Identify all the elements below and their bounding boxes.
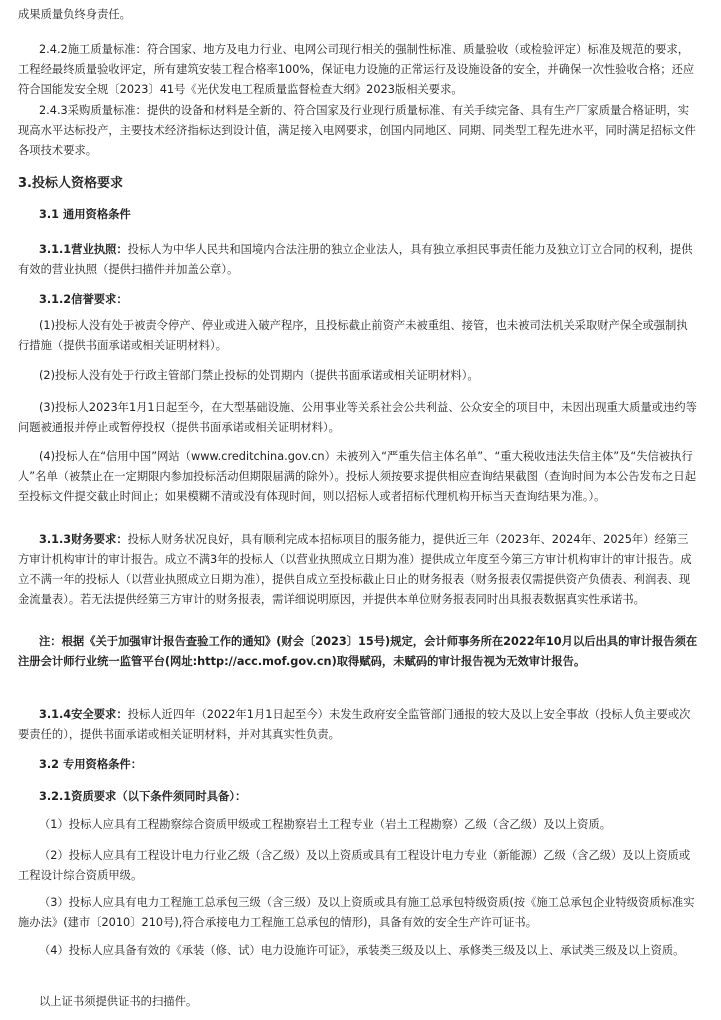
label-business-license: 3.1.1营业执照： <box>39 243 128 256</box>
paragraph-financial: 3.1.3财务要求：投标人财务状况良好，具有顺利完成本招标项目的服务能力，提供近三年（2023年、2024年、2025年）经第三方审计机构审计的审计报告。成立不满3年的投标人（以营业执照成立日期为准）提供成立年度至今第三方审计机构审计的审计报告。成立不满一年的投标人（以营业执照成立日期为准），提供自成立至投标截止日止的财务报表（财务报表仅需提供资产负债表、利润表、现金流量表）。若无法提供经第三方审计的财务报表，需详细说明原因，并提供本单位财务报表同时出具报表数据真实性承诺书。 <box>18 533 692 606</box>
subheading-special-conditions: 3.2 专用资格条件： <box>39 758 143 771</box>
paragraph-construction-quality: 2.4.2施工质量标准：符合国家、地方及电力行业、电网公司现行相关的强制性标准、质量验收（或检验评定）标准及规范的要求，工程经最终质量验收评定，所有建筑安装工程合格率100%，保证电力设施的正常运行及设施设备的安全，并确保一次性验收合格；还应符合国能发安全规〔2023〕41号《光伏发电工程质量监督检查大纲》2023版相关要求。 <box>18 43 695 96</box>
section-heading-bidder-qualification: 3.投标人资格要求 <box>18 176 123 191</box>
subheading-general-conditions: 3.1 通用资格条件 <box>39 208 131 221</box>
paragraph-audit-note: 注：根据《关于加强审计报告查验工作的通知》(财会〔2023〕15号)规定，会计师事务所在2022年10月以后出具的审计报告须在注册会计师行业统一监管平台(网址:http://acc.mof.gov.cn)取得赋码，未赋码的审计报告视为无效审计报告。 <box>18 635 698 668</box>
paragraph-reputation-3: (3)投标人2023年1月1日起至今，在大型基础设施、公用事业等关系社会公共利益、公众安全的项目中，未因出现重大质量或违约等问题被通报并停止或暂停投权（提供书面承诺或相关证明材料）。 <box>18 401 697 434</box>
paragraph-procurement-quality: 2.4.3采购质量标准：提供的设备和材料是全新的、符合国家及行业现行质量标准、有关手续完备、具有生产厂家质量合格证明，实现高水平达标投产，主要技术经济指标达到设计值，满足接入电网要求，创国内同地区、同期、同类型工程先进水平，同时满足招标文件各项技术要求。 <box>18 104 696 157</box>
subheading-qualification-requirements: 3.2.1资质要求（以下条件须同时具备）： <box>39 790 247 803</box>
paragraph-reputation-4: (4)投标人在“信用中国”网站（www.creditchina.gov.cn）未被列入“严重失信主体名单”、“重大税收违法失信主体”及“失信被执行人”名单（被禁止在一定期限内参加投标活动但期限届满的除外）。投标人须按要求提供相应查询结果截图（查询时间为本公告发布之日起至投标文件提交截止时间止；如果模糊不清或没有体现时间，则以招标人或者招标代理机构开标当天查询结果为准。）。 <box>18 450 697 503</box>
paragraph-fragment: 成果质量负终身责任。 <box>18 8 131 21</box>
paragraph-certificate-note: 以上证书须提供证书的扫描件。 <box>39 995 198 1008</box>
paragraph-safety: 3.1.4安全要求：投标人近四年（2022年1月1日起至今）未发生政府安全监管部门通报的较大及以上安全事故（投标人负主要或次要责任的），提供书面承诺或相关证明材料，并对其真实性负责。 <box>18 708 691 741</box>
paragraph-reputation-2: (2)投标人没有处于行政主管部门禁止投标的处罚期内（提供书面承诺或相关证明材料）。 <box>39 369 479 382</box>
label-safety: 3.1.4安全要求： <box>39 708 128 721</box>
paragraph-qualification-3: （3）投标人应具有电力工程施工总承包三级（含三级）及以上资质或具有施工总承包特级资质(按《施工总承包企业特级资质标准实施办法》(建市〔2010〕210号),符合承接电力工程施工总承包的情形)，具备有效的安全生产许可证书。 <box>18 896 695 929</box>
paragraph-qualification-1: （1）投标人应具有工程勘察综合资质甲级或工程勘察岩土工程专业（岩土工程勘察）乙级（含乙级）及以上资质。 <box>39 818 612 831</box>
paragraph-business-license: 3.1.1营业执照：投标人为中华人民共和国境内合法注册的独立企业法人，具有独立承担民事责任能力及独立订立合同的权利，提供有效的营业执照（提供扫描件并加盖公章）。 <box>18 243 693 276</box>
label-financial: 3.1.3财务要求： <box>39 533 128 546</box>
paragraph-qualification-4: （4）投标人应具备有效的《承装（修、试）电力设施许可证》，承装类三级及以上、承修类三级及以上、承试类三级及以上资质。 <box>39 944 685 957</box>
subheading-reputation: 3.1.2信誉要求： <box>39 293 128 306</box>
paragraph-reputation-1: (1)投标人没有处于被责令停产、停业或进入破产程序，且投标截止前资产未被重组、接管，也未被司法机关采取财产保全或强制执行措施（提供书面承诺或相关证明材料）。 <box>18 319 688 352</box>
paragraph-qualification-2: （2）投标人应具有工程设计电力行业乙级（含乙级）及以上资质或具有工程设计电力专业（新能源）乙级（含乙级）及以上资质或工程设计综合资质甲级。 <box>18 849 691 882</box>
